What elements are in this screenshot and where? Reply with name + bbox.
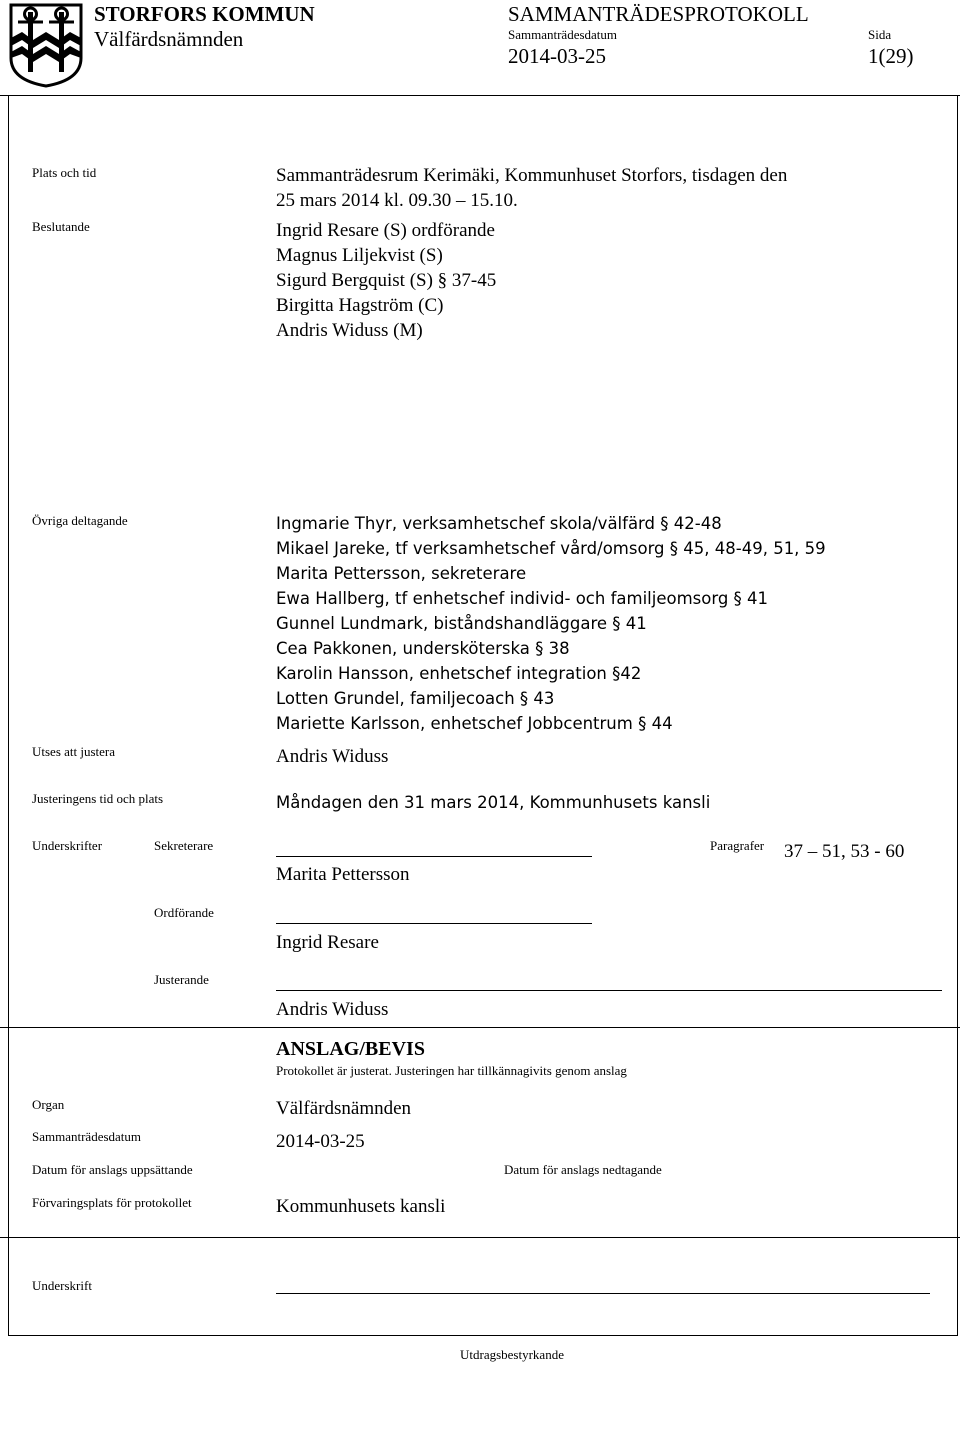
signature-line [276, 1293, 930, 1294]
signatures-label: Underskrifter [32, 838, 103, 853]
secretary-label: Sekreterare [154, 838, 214, 853]
adjuster-label: Utses att justera [32, 744, 116, 759]
bottom-border [8, 1335, 958, 1336]
coat-of-arms-icon [8, 2, 84, 88]
justerande-name: Andris Widuss [276, 999, 389, 1020]
notice-divider [0, 1237, 960, 1238]
storage-label: Förvaringsplats för protokollet [32, 1195, 192, 1210]
page-label: Sida [868, 27, 892, 42]
participant-line: Marita Pettersson, sekreterare [276, 564, 527, 583]
chair-label: Ordförande [154, 905, 214, 920]
header-divider [0, 95, 960, 96]
notice-title: ANSLAG/BEVIS [276, 1038, 425, 1060]
secretary-signature-line [276, 856, 592, 857]
meeting-date: 2014-03-25 [508, 44, 606, 68]
place-label: Plats och tid [32, 165, 97, 180]
adjuster-value: Andris Widuss [276, 746, 389, 767]
organ-label: Organ [32, 1097, 65, 1112]
secretary-name: Marita Pettersson [276, 864, 410, 885]
justerande-signature-line [276, 990, 942, 991]
participant-line: Cea Pakkonen, undersköterska § 38 [276, 639, 570, 658]
meeting-date-label: Sammanträdesdatum [508, 27, 618, 42]
department-name: Välfärdsnämnden [94, 27, 244, 51]
section-divider [0, 1027, 960, 1028]
participant-line: Mikael Jareke, tf verksamhetschef vård/omsorg § 45, 48-49, 51, 59 [276, 539, 826, 558]
member-line: Andris Widuss (M) [276, 320, 423, 341]
participant-line: Mariette Karlsson, enhetschef Jobbcentrum § 44 [276, 714, 673, 733]
left-border [8, 96, 9, 1336]
place-value [276, 163, 787, 213]
document-title: SAMMANTRÄDESPROTOKOLL [508, 2, 809, 26]
adjust-time-value: Måndagen den 31 mars 2014, Kommunhusets kansli [276, 793, 711, 812]
member-line: Birgitta Hagström (C) [276, 295, 444, 316]
member-line: Ingrid Resare (S) ordförande [276, 220, 495, 241]
place-line: 25 mars 2014 kl. 09.30 – 15.10. [276, 190, 518, 211]
posted-date-label: Datum för anslags uppsättande [32, 1162, 193, 1177]
municipality-name: STORFORS KOMMUN [94, 2, 315, 26]
justerande-label: Justerande [154, 972, 209, 987]
participant-line: Ewa Hallberg, tf enhetschef individ- och familjeomsorg § 41 [276, 589, 769, 608]
removed-date-label: Datum för anslags nedtagande [504, 1162, 662, 1177]
member-line: Sigurd Bergquist (S) § 37-45 [276, 270, 497, 291]
participants-label: Övriga deltagande [32, 513, 128, 528]
chair-name: Ingrid Resare [276, 932, 379, 953]
member-line: Magnus Liljekvist (S) [276, 245, 443, 266]
notice-date-value: 2014-03-25 [276, 1131, 365, 1152]
paragraphs-value: 37 – 51, 53 - 60 [784, 841, 905, 862]
chair-signature-line [276, 923, 592, 924]
adjust-time-label: Justeringens tid och plats [32, 791, 164, 806]
certified-label: Utdragsbestyrkande [460, 1347, 564, 1362]
place-line: Sammanträdesrum Kerimäki, Kommunhuset Storfors, tisdagen den [276, 165, 788, 186]
participants-list [276, 511, 826, 736]
participant-line: Gunnel Lundmark, biståndshandläggare § 41 [276, 614, 647, 633]
page-number: 1(29) [868, 44, 914, 68]
participant-line: Lotten Grundel, familjecoach § 43 [276, 689, 555, 708]
storage-value: Kommunhusets kansli [276, 1196, 446, 1217]
decision-members [276, 218, 496, 343]
paragraphs-label: Paragrafer [710, 838, 765, 853]
participant-line: Karolin Hansson, enhetschef integration §42 [276, 664, 642, 683]
right-border [957, 96, 958, 1336]
notice-date-label: Sammanträdesdatum [32, 1129, 142, 1144]
organ-value: Välfärdsnämnden [276, 1098, 412, 1119]
decision-label: Beslutande [32, 219, 90, 234]
participant-line: Ingmarie Thyr, verksamhetschef skola/välfärd § 42-48 [276, 514, 722, 533]
signature-label: Underskrift [32, 1278, 92, 1293]
notice-subtitle: Protokollet är justerat. Justeringen har tillkännagivits genom anslag [276, 1063, 627, 1078]
